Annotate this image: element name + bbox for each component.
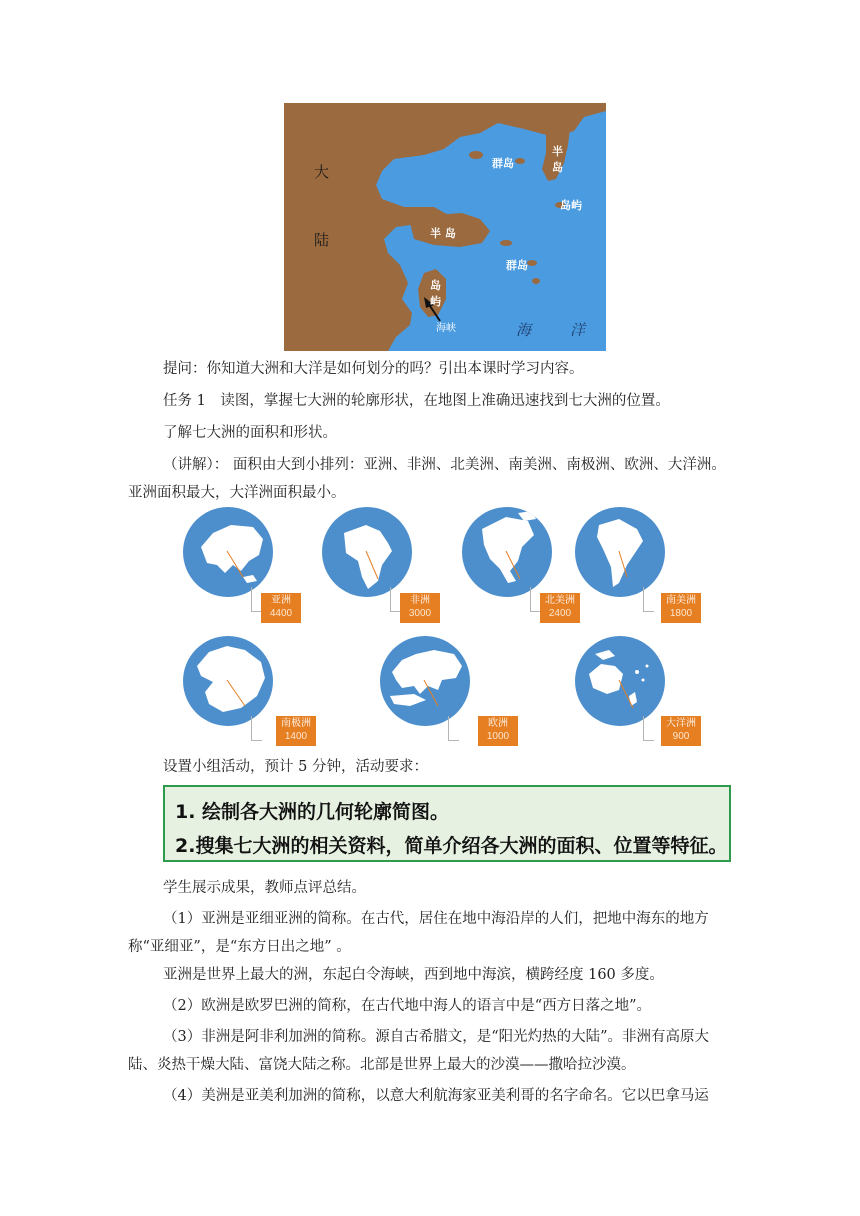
- globe-antarctica: [183, 636, 273, 726]
- islet: [469, 151, 483, 159]
- globe-north-america: [462, 507, 552, 597]
- continent-name: 北美洲: [545, 595, 575, 606]
- label-archipelago-top: 群岛: [492, 157, 514, 170]
- paragraph-area-shape: 了解七大洲的面积和形状。: [163, 425, 337, 441]
- geography-terms-map: [284, 103, 606, 351]
- continent-area: 900: [672, 731, 690, 742]
- label-oceania: [661, 716, 701, 746]
- label-island-2: 屿: [430, 295, 441, 308]
- paragraph-explanation-1: （讲解）： 面积由大到小排列：亚洲、非洲、北美洲、南美洲、南极洲、欧洲、大洋洲。: [163, 457, 726, 473]
- paragraph-student-show: 学生展示成果，教师点评总结。: [163, 880, 366, 896]
- label-peninsula-ban: 半: [552, 145, 563, 158]
- activity-item-1: 1. 绘制各大洲的几何轮廓简图。: [175, 801, 450, 823]
- label-island-right: 岛屿: [560, 199, 582, 212]
- activity-requirements-box: [163, 785, 731, 862]
- globe-europe: [380, 636, 470, 726]
- globe-asia: [183, 507, 273, 597]
- label-south-america: [661, 593, 701, 623]
- label-peninsula-middle: 半 岛: [430, 227, 456, 240]
- continent-name: 南极洲: [281, 718, 311, 729]
- continent-area: 4400: [269, 608, 293, 619]
- label-asia: [261, 593, 301, 623]
- globe-oceania: [575, 636, 665, 726]
- label-peninsula-dao: 岛: [552, 161, 563, 174]
- label-da: 大: [314, 163, 330, 181]
- paragraph-group-activity: 设置小组活动，预计 5 分钟，活动要求：: [163, 759, 428, 775]
- continent-area: 2400: [548, 608, 572, 619]
- continent-area: 1800: [669, 608, 693, 619]
- continent-name: 非洲: [410, 595, 430, 606]
- globe-south-america: [575, 507, 665, 597]
- label-strait: 海峡: [436, 323, 456, 334]
- label-europe: [478, 716, 518, 746]
- continent-name: 南美洲: [666, 595, 696, 606]
- label-africa: [400, 593, 440, 623]
- activity-item-2: 2.搜集七大洲的相关资料，简单介绍各大洲的面积、位置等特征。: [175, 835, 728, 857]
- label-island-1: 岛: [430, 279, 441, 292]
- continent-name: 欧洲: [488, 718, 508, 729]
- label-yang: 洋: [570, 321, 586, 339]
- label-lu: 陆: [314, 231, 330, 249]
- paragraph-task1: 任务 1 读图，掌握七大洲的轮廓形状，在地图上准确迅速找到七大洲的位置。: [163, 393, 670, 409]
- label-north-america: [540, 593, 580, 623]
- islet: [500, 240, 512, 246]
- continent-area: 3000: [408, 608, 432, 619]
- islet: [515, 158, 525, 164]
- paragraph-america: （4）美洲是亚美利加洲的简称，以意大利航海家亚美利哥的名字命名。它以巴拿马运: [163, 1088, 709, 1104]
- paragraph-asia-3: 亚洲是世界上最大的洲，东起白令海峡，西到地中海滨，横跨经度 160 多度。: [163, 967, 664, 983]
- label-archipelago-bottom: 群岛: [506, 259, 528, 272]
- globe-africa: [322, 507, 412, 597]
- continent-name: 大洋洲: [666, 718, 696, 729]
- paragraph-africa-1: （3）非洲是阿非利加洲的简称。源自古希腊文，是“阳光灼热的大陆”。非洲有高原大: [163, 1029, 710, 1045]
- continent-area: 1400: [284, 731, 308, 742]
- label-hai: 海: [516, 321, 532, 339]
- label-antarctica: [276, 716, 316, 746]
- continent-name: 亚洲: [271, 595, 291, 606]
- paragraph-question: 提问：你知道大洲和大洋是如何划分的吗？引出本课时学习内容。: [163, 361, 584, 377]
- islet: [527, 260, 537, 266]
- paragraph-europe: （2）欧洲是欧罗巴洲的简称，在古代地中海人的语言中是“西方日落之地”。: [163, 998, 652, 1014]
- paragraph-africa-2: 陆、炎热干燥大陆、富饶大陆之称。北部是世界上最大的沙漠——撒哈拉沙漠。: [128, 1057, 636, 1073]
- islet: [532, 278, 540, 284]
- paragraph-asia-2: 称“亚细亚”，是“东方日出之地” 。: [128, 939, 351, 955]
- continent-area: 1000: [486, 731, 510, 742]
- paragraph-asia-1: （1）亚洲是亚细亚洲的简称。在古代，居住在地中海沿岸的人们，把地中海东的地方: [163, 911, 709, 927]
- paragraph-explanation-2: 亚洲面积最大，大洋洲面积最小。: [128, 485, 346, 501]
